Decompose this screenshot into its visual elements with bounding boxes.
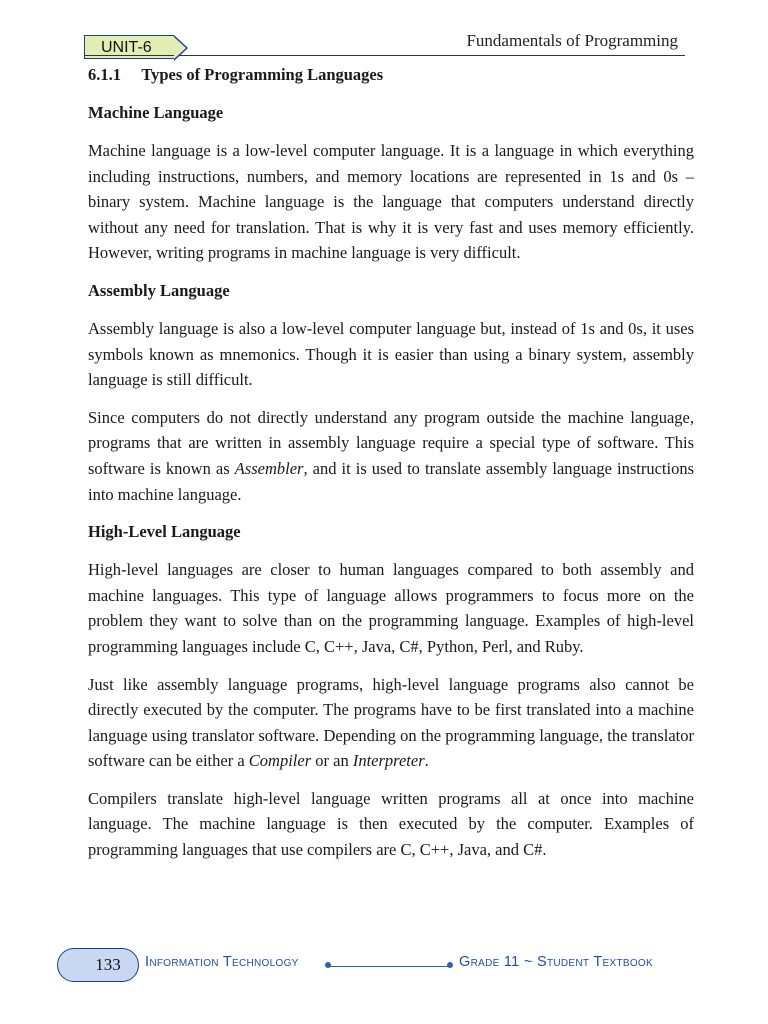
page-number: 133 (95, 955, 121, 974)
page-header (0, 0, 768, 60)
page-content (88, 62, 694, 863)
page-number-badge (57, 948, 139, 982)
term-compiler: Compiler (248, 751, 312, 771)
paragraph-highlevel-3: Compilers translate high-level language written programs all at once into machine language. The machine language is then executed by the computer. Examples of programming languages that use compilers are C, C++, Java, and C#. (88, 788, 694, 860)
paragraph-assembly-1: Assembly language is also a low-level computer language but, instead of 1s and 0s, it uses symbols known as mnemonics. Though it is easier than using a binary system, assembly language is still difficult. (88, 318, 694, 390)
heading-high-level-language: High-Level Language (88, 522, 241, 542)
heading-machine-language: Machine Language (88, 103, 224, 122)
footer-divider-line (328, 966, 450, 967)
term-assembler: Assembler (234, 458, 304, 478)
text-run: Just like assembly language programs, high-level language programs also cannot be directly executed by the computer. The programs have to be first translated into a machine language using translator software. Depending on the programming language, the translator software can be either a (88, 674, 694, 771)
paragraph-highlevel-2 (88, 672, 694, 774)
section-title: 6.1.1 Types of Programming Languages (88, 65, 384, 84)
footer-dot-left (325, 962, 331, 968)
text-run: . (424, 751, 429, 771)
paragraph-highlevel-1: High-level languages are closer to human languages compared to both assembly and machine languages. This type of language allows programmers to focus more on the problem they want to solve than on the programming language. Examples of high-level programming languages include C, C++, Java, C#, Python, Perl, and Ruby. (88, 560, 694, 656)
unit-label: UNIT-6 (101, 39, 152, 56)
footer-grade: Grade 11 ~ Student Textbook (459, 954, 653, 970)
footer-dot-right (447, 962, 453, 968)
running-title: Fundamentals of Programming (466, 31, 678, 50)
paragraph-machine-1: Machine language is a low-level computer language. It is a language in which everything including instructions, numbers, and memory locations are represented in 1s and 0s – binary system. Machine language is the language that computers understand directly without any need for translation. That is why it is very fast and uses memory efficiently. However, writing programs in machine language is very difficult. (88, 141, 694, 263)
paragraph-assembly-2 (88, 405, 694, 507)
footer-subject: Information Technology (145, 954, 299, 970)
term-interpreter: Interpreter (352, 751, 425, 771)
heading-assembly-language: Assembly Language (88, 280, 230, 300)
page-footer (0, 940, 768, 990)
text-run: Since computers do not directly understand any program outside the machine language, programs that are written in assembly language require a special type of software. This software is known as (88, 407, 694, 478)
text-run: , and it is used to translate assembly language instructions into machine language. (88, 458, 694, 504)
text-run: or an (311, 751, 353, 771)
